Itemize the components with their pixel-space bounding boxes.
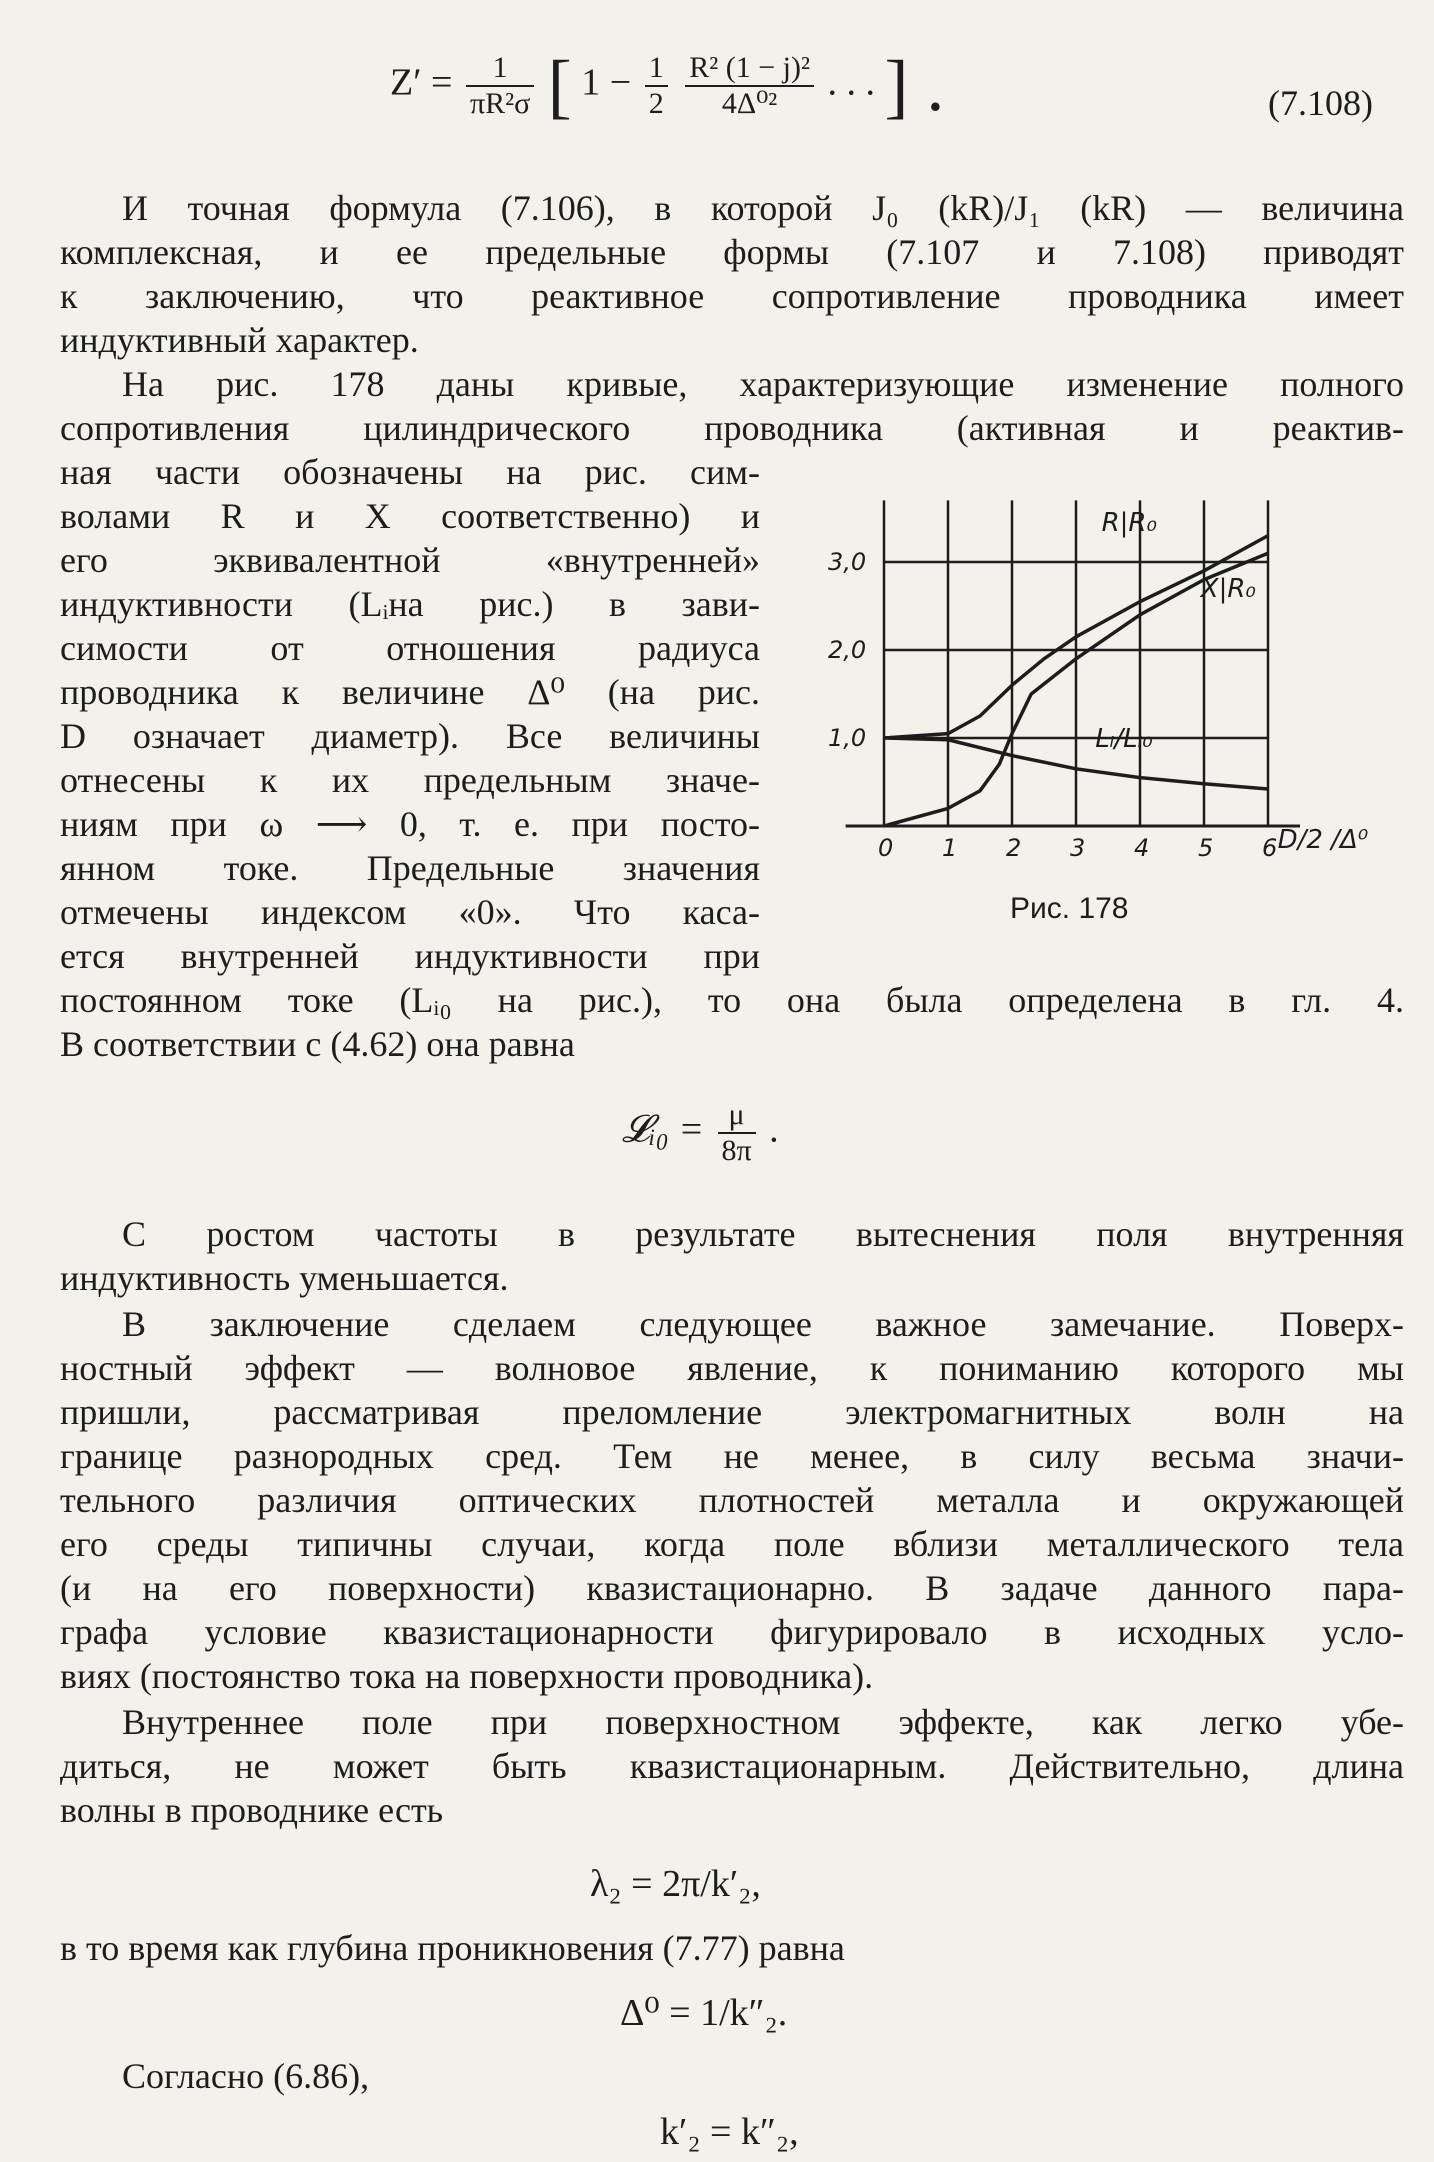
formula-end: . bbox=[769, 1108, 779, 1151]
text-line: тельного различия оптических плотностей металла и окружающей bbox=[60, 1480, 1404, 1520]
curve-label: X|R₀ bbox=[1200, 574, 1256, 605]
formula-lhs: 𝓛ᵢ₀ = bbox=[622, 1108, 704, 1151]
text-line: С ростом частоты в результате вытеснения поля внутренняя bbox=[122, 1214, 1404, 1254]
x-tick-label: 6 bbox=[1262, 834, 1278, 862]
x-tick-label: 0 bbox=[878, 834, 894, 862]
text-line: В соответствии с (4.62) она равна bbox=[60, 1024, 575, 1064]
formula-delta: Δ⁰ = 1/k″₂. bbox=[620, 1992, 788, 2034]
text-line: проводника к величине Δ⁰ (на рис. bbox=[60, 672, 760, 712]
curve-label: Lᵢ/Lᵢ₀ bbox=[1095, 723, 1153, 754]
text-line: постоянном токе (Lᵢ₀ на рис.), то она была определена в гл. 4. bbox=[60, 980, 1404, 1020]
text-line: И точная формула (7.106), в которой J₀ (kR)/J₁ (kR) — величина bbox=[122, 188, 1404, 228]
formula-fraction: $\frac{\mu}{8\pi}$ bbox=[718, 1098, 756, 1168]
text-line: комплексная, и ее предельные формы (7.107 и 7.108) приводят bbox=[60, 232, 1404, 272]
x-tick-label: 2 bbox=[1006, 834, 1022, 862]
text-line: На рис. 178 даны кривые, характеризующие изменение полного bbox=[122, 364, 1404, 404]
equation-number: (7.108) bbox=[1268, 83, 1373, 123]
text-line: отмечены индексом «0». Что каса- bbox=[60, 892, 760, 932]
text-line: Согласно (6.86), bbox=[122, 2056, 370, 2096]
formula-fraction-3: $\frac{\text{R² (1 − j)²}}{\text{4Δ⁰²}}$ bbox=[685, 51, 814, 121]
text-line: ностный эффект — волновое явление, к пониманию которого мы bbox=[60, 1348, 1404, 1388]
text-line: виях (постоянство тока на поверхности проводника). bbox=[60, 1656, 874, 1696]
y-tick-label: 3,0 bbox=[828, 548, 867, 576]
text-line: сопротивления цилиндрического проводника (активная и реактив- bbox=[60, 408, 1404, 448]
text-line: янном токе. Предельные значения bbox=[60, 848, 760, 888]
text-line: пришли, рассматривая преломление электромагнитных волн на bbox=[60, 1392, 1404, 1432]
formula-fraction-2: $\frac{1}{2}$ bbox=[645, 51, 668, 121]
formula-one: 1 − bbox=[581, 61, 632, 104]
text-line: отнесены к их предельным значе- bbox=[60, 760, 760, 800]
formula-close-bracket: ] . bbox=[884, 46, 945, 126]
x-tick-label: 5 bbox=[1198, 834, 1214, 862]
text-line: диться, не может быть квазистационарным. Действительно, длина bbox=[60, 1746, 1404, 1786]
text-line: его среды типичны случаи, когда поле вблизи металлического тела bbox=[60, 1524, 1404, 1564]
text-line: ная части обозначены на рис. сим- bbox=[60, 452, 760, 492]
curve-label: R|R₀ bbox=[1101, 508, 1157, 539]
x-axis-label: D/2 /Δ⁰ bbox=[1277, 825, 1369, 855]
formula-fraction-1: $\frac{1}{\text{πR²σ}}$ bbox=[466, 51, 534, 121]
figure-caption: Рис. 178 bbox=[1010, 892, 1129, 925]
text-line: симости от отношения радиуса bbox=[60, 628, 760, 668]
figure-178-chart bbox=[800, 500, 1400, 900]
text-line: волами R и X соответственно) и bbox=[60, 496, 760, 536]
text-line: ется внутренней индуктивности при bbox=[60, 936, 760, 976]
x-tick-label: 4 bbox=[1134, 834, 1150, 862]
y-tick-label: 2,0 bbox=[828, 636, 867, 664]
text-line: границе разнородных сред. Тем не менее, в силу весьма значи- bbox=[60, 1436, 1404, 1476]
text-line: индуктивный характер. bbox=[60, 320, 419, 360]
formula-lambda: λ₂ = 2π/k′₂, bbox=[590, 1863, 761, 1905]
formula-7-108 bbox=[390, 46, 945, 126]
text-line: индуктивности (Lᵢна рис.) в зави- bbox=[60, 584, 760, 624]
formula-L-i0 bbox=[622, 1098, 779, 1168]
text-line: Внутреннее поле при поверхностном эффекте, как легко убе- bbox=[122, 1702, 1404, 1742]
text-line: индуктивность уменьшается. bbox=[60, 1258, 509, 1298]
text-line: его эквивалентной «внутренней» bbox=[60, 540, 760, 580]
text-line: ниям при ω ⟶ 0, т. е. при посто- bbox=[60, 804, 760, 844]
text-line: графа условие квазистационарности фигурировало в исходных усло- bbox=[60, 1612, 1404, 1652]
x-tick-label: 1 bbox=[942, 834, 958, 862]
formula-lhs: Z′ = bbox=[390, 61, 453, 104]
formula-dots: . . . bbox=[827, 61, 875, 104]
text-line: В заключение сделаем следующее важное замечание. Поверх- bbox=[122, 1304, 1404, 1344]
text-line: к заключению, что реактивное сопротивление проводника имеет bbox=[60, 276, 1404, 316]
text-line: волны в проводнике есть bbox=[60, 1790, 444, 1830]
x-tick-label: 3 bbox=[1070, 834, 1086, 862]
text-line: в то время как глубина проникновения (7.77) равна bbox=[60, 1928, 845, 1968]
formula-k: k′₂ = k″₂, bbox=[660, 2111, 799, 2153]
y-tick-label: 1,0 bbox=[828, 724, 867, 752]
formula-open-bracket: [ bbox=[547, 46, 572, 126]
text-line: (и на его поверхности) квазистационарно. В задаче данного пара- bbox=[60, 1568, 1404, 1608]
text-line: D означает диаметр). Все величины bbox=[60, 716, 760, 756]
